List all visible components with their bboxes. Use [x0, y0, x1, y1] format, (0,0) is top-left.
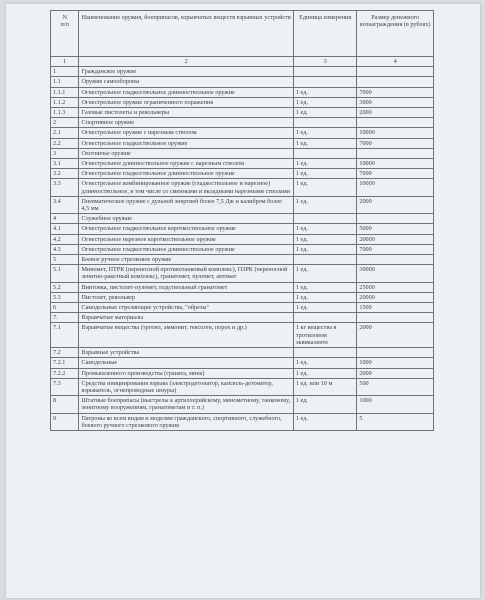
- row-unit: 1 ед.: [293, 368, 356, 378]
- row-unit: [293, 67, 356, 77]
- row-unit: [293, 148, 356, 158]
- row-amount: 2000: [357, 323, 434, 348]
- row-unit: 1 ед.: [293, 282, 356, 292]
- row-amount: 1500: [357, 303, 434, 313]
- row-unit: [293, 77, 356, 87]
- row-number: 1: [51, 67, 79, 77]
- row-number: 8: [51, 396, 79, 413]
- row-unit: 1 ед.: [293, 234, 356, 244]
- row-number: 4.2: [51, 234, 79, 244]
- row-amount: 2000: [357, 368, 434, 378]
- row-name: Патроны ко всем видам и моделям гражданского, спортивного, служебного, боевого ручного стрелкового оружия: [79, 413, 293, 430]
- row-name: Взрывчатые материалы: [79, 313, 293, 323]
- row-unit: 1 ед.: [293, 196, 356, 213]
- row-amount: 2000: [357, 196, 434, 213]
- row-amount: 3000: [357, 97, 434, 107]
- row-number: 3.1: [51, 159, 79, 169]
- row-number: 1.1.1: [51, 87, 79, 97]
- row-name: Миномет, ПТРК (переносной противотанковый комплекс), ПЗРК (переносной зенитно-ракетный комплекс), гранатомет, пулемет, автомат: [79, 265, 293, 282]
- row-amount: 20000: [357, 234, 434, 244]
- row-name: Спортивное оружие: [79, 118, 293, 128]
- table-row: [51, 282, 434, 292]
- row-number: 7.2.1: [51, 358, 79, 368]
- table-row: [51, 169, 434, 179]
- table-row: [51, 118, 434, 128]
- row-name: Огнестрельное гладкоствольное оружие: [79, 138, 293, 148]
- row-name: Огнестрельное нарезное короткоствольное оружие: [79, 234, 293, 244]
- row-amount: 30000: [357, 265, 434, 282]
- row-number: 7.3: [51, 378, 79, 395]
- table-row: [51, 413, 434, 430]
- row-amount: 5: [357, 413, 434, 430]
- row-number: 1.1: [51, 77, 79, 87]
- table-row: [51, 87, 434, 97]
- row-name: Огнестрельное гладкоствольное длинноствольное оружие: [79, 244, 293, 254]
- row-amount: 1000: [357, 358, 434, 368]
- header-unit: Единица измерения: [293, 11, 356, 57]
- header-amount: Размер денежного вознаграждения (в рублях): [357, 11, 434, 57]
- table-row: [51, 292, 434, 302]
- row-name: Оружие самообороны: [79, 77, 293, 87]
- row-unit: 1 ед.: [293, 128, 356, 138]
- row-name: Самодельные стреляющие устройства, "обрезы": [79, 303, 293, 313]
- row-number: 4.3: [51, 244, 79, 254]
- row-number: 3: [51, 148, 79, 158]
- document-page: [6, 4, 480, 598]
- row-amount: [357, 118, 434, 128]
- row-amount: [357, 67, 434, 77]
- row-number: 1.1.3: [51, 108, 79, 118]
- table-row: [51, 313, 434, 323]
- table-row: [51, 368, 434, 378]
- row-name: Штатные боеприпасы (выстрелы к артиллерийскому, минометному, танковому, зенитному вооружениям, гранатометам и т. п.): [79, 396, 293, 413]
- row-unit: [293, 255, 356, 265]
- row-number: 7.: [51, 313, 79, 323]
- table-row: [51, 396, 434, 413]
- row-amount: 500: [357, 378, 434, 395]
- row-number: 4.1: [51, 224, 79, 234]
- row-amount: [357, 313, 434, 323]
- row-unit: 1 ед.: [293, 159, 356, 169]
- row-name: Гражданское оружие: [79, 67, 293, 77]
- row-unit: 1 ед.: [293, 138, 356, 148]
- row-number: 3.4: [51, 196, 79, 213]
- row-number: 1.1.2: [51, 97, 79, 107]
- table-row: [51, 214, 434, 224]
- row-unit: 1 ед.: [293, 97, 356, 107]
- row-unit: 1 ед.: [293, 413, 356, 430]
- row-number: 3.2: [51, 169, 79, 179]
- row-name: Огнестрельное комбинированное оружие (гладкоствольное и нарезное) длинноствольное, в том числе со сменными и вкладными нарезными стволами: [79, 179, 293, 196]
- row-amount: 7000: [357, 87, 434, 97]
- table-row: [51, 303, 434, 313]
- row-number: 5.1: [51, 265, 79, 282]
- row-amount: [357, 348, 434, 358]
- table-row: [51, 244, 434, 254]
- row-amount: 25000: [357, 282, 434, 292]
- row-name: Самодельные: [79, 358, 293, 368]
- row-amount: 10000: [357, 159, 434, 169]
- table-row: [51, 348, 434, 358]
- table-row: [51, 159, 434, 169]
- row-name: Огнестрельное гладкоствольное длинноствольное оружие: [79, 87, 293, 97]
- index-cell: 2: [79, 57, 293, 67]
- row-number: 5: [51, 255, 79, 265]
- table-row: [51, 179, 434, 196]
- table-row: [51, 128, 434, 138]
- index-cell: 1: [51, 57, 79, 67]
- table-row: [51, 138, 434, 148]
- row-amount: 20000: [357, 292, 434, 302]
- rewards-table: [50, 10, 434, 431]
- table-row: [51, 358, 434, 368]
- row-number: 2.1: [51, 128, 79, 138]
- row-name: Пистолет, револьвер: [79, 292, 293, 302]
- table-row: [51, 323, 434, 348]
- row-number: 6: [51, 303, 79, 313]
- row-unit: 1 кг вещества в тротиловом эквиваленте: [293, 323, 356, 348]
- row-name: Боевое ручное стрелковое оружие: [79, 255, 293, 265]
- row-unit: 1 ед.: [293, 358, 356, 368]
- row-name: Газовые пистолеты и револьверы: [79, 108, 293, 118]
- index-cell: 4: [357, 57, 434, 67]
- row-amount: 7000: [357, 169, 434, 179]
- row-number: 5.2: [51, 282, 79, 292]
- row-unit: 1 ед.: [293, 303, 356, 313]
- row-number: 9: [51, 413, 79, 430]
- row-name: Огнестрельное оружие ограниченного поражения: [79, 97, 293, 107]
- row-unit: 1 ед.: [293, 224, 356, 234]
- table-row: [51, 378, 434, 395]
- row-number: 5.3: [51, 292, 79, 302]
- table-row: [51, 148, 434, 158]
- row-amount: 7000: [357, 244, 434, 254]
- table-row: [51, 97, 434, 107]
- row-unit: 1 ед.: [293, 87, 356, 97]
- row-name: Винтовка, пистолет-пулемет, подствольный гранатомет: [79, 282, 293, 292]
- row-number: 7.2: [51, 348, 79, 358]
- row-amount: 7000: [357, 138, 434, 148]
- row-unit: [293, 214, 356, 224]
- table-row: [51, 108, 434, 118]
- row-unit: 1 ед.: [293, 244, 356, 254]
- row-number: 3.3: [51, 179, 79, 196]
- row-amount: [357, 255, 434, 265]
- row-unit: 1 ед.: [293, 396, 356, 413]
- table-header-row: [51, 11, 434, 57]
- table-row: [51, 77, 434, 87]
- row-number: 2: [51, 118, 79, 128]
- row-unit: [293, 348, 356, 358]
- row-number: 2.2: [51, 138, 79, 148]
- row-name: Средства инициирования взрыва (электродетонатор, капсюль-детонатор, взрыватель, огнепроводные шнуры): [79, 378, 293, 395]
- row-unit: [293, 313, 356, 323]
- table-row: [51, 224, 434, 234]
- row-unit: 1 ед.: [293, 108, 356, 118]
- row-amount: [357, 77, 434, 87]
- row-amount: 2000: [357, 108, 434, 118]
- row-name: Служебное оружие: [79, 214, 293, 224]
- row-number: 7.1: [51, 323, 79, 348]
- column-index-row: [51, 57, 434, 67]
- row-name: Промышленного производства (граната, мина): [79, 368, 293, 378]
- row-name: Огнестрельное гладкоствольное длинноствольное оружие: [79, 169, 293, 179]
- row-unit: 1 ед.: [293, 179, 356, 196]
- header-num: N п/п: [51, 11, 79, 57]
- row-name: Огнестрельное длинноствольное оружие с нарезным стволом: [79, 159, 293, 169]
- table-row: [51, 265, 434, 282]
- header-name: Наименование оружия, боеприпасов, взрывчатых веществ взрывных устройств: [79, 11, 293, 57]
- row-unit: 1 ед.: [293, 169, 356, 179]
- row-name: Огнестрельное оружие с нарезным стволом: [79, 128, 293, 138]
- row-amount: 1000: [357, 396, 434, 413]
- row-amount: 10000: [357, 128, 434, 138]
- row-amount: [357, 148, 434, 158]
- row-name: Пневматическое оружие с дульной энергией более 7,5 Дж и калибром более 4,5 мм: [79, 196, 293, 213]
- row-name: Огнестрельное гладкоствольное короткоствольное оружие: [79, 224, 293, 234]
- table-row: [51, 234, 434, 244]
- index-cell: 3: [293, 57, 356, 67]
- row-amount: 5000: [357, 224, 434, 234]
- table-row: [51, 67, 434, 77]
- row-unit: [293, 118, 356, 128]
- row-amount: [357, 214, 434, 224]
- row-number: 4: [51, 214, 79, 224]
- table-row: [51, 255, 434, 265]
- row-unit: 1 ед. или 10 м: [293, 378, 356, 395]
- row-amount: 10000: [357, 179, 434, 196]
- row-name: Взрывчатые вещества (тротил, аммонит, гексоген, порох и др.): [79, 323, 293, 348]
- table-row: [51, 196, 434, 213]
- row-unit: 1 ед.: [293, 265, 356, 282]
- row-name: Взрывные устройства: [79, 348, 293, 358]
- row-name: Охотничье оружие: [79, 148, 293, 158]
- row-number: 7.2.2: [51, 368, 79, 378]
- row-unit: 1 ед.: [293, 292, 356, 302]
